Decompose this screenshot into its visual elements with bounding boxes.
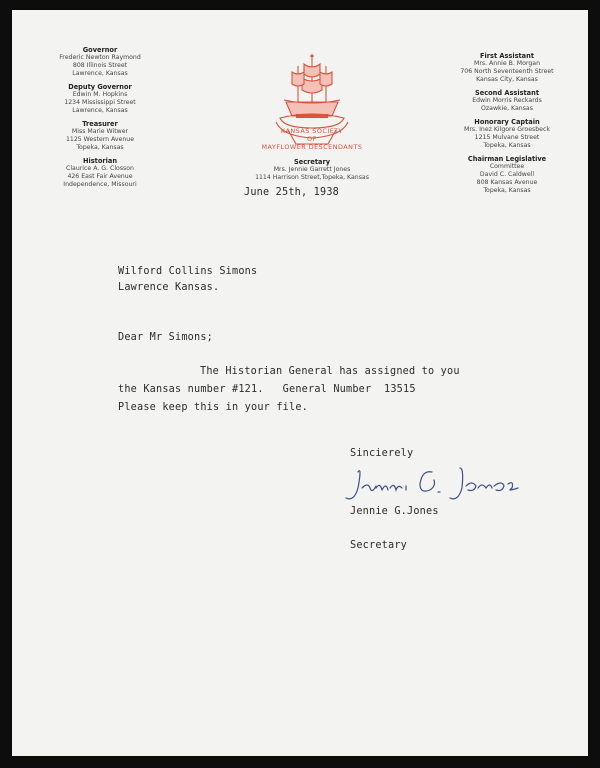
officer-detail-line: Lawrence, Kansas: [72, 107, 128, 114]
officer-detail-line: Miss Marie Witwer: [71, 128, 129, 135]
officer-detail-line: Edwin M. Hopkins: [72, 91, 128, 98]
officer-detail-line: 426 East Fair Avenue: [67, 173, 133, 180]
typed-name: Jennie G.Jones: [350, 506, 439, 517]
body-line-2: the Kansas number #121. General Number 13515: [118, 384, 416, 395]
officer-detail-line: Kansas City, Kansas: [476, 76, 538, 83]
handwritten-signature: [342, 458, 532, 508]
officer-detail-line: 1234 Mississippi Street: [64, 99, 136, 106]
secretary-name: Mrs. Jennie Garrett Jones: [273, 166, 351, 173]
officer-detail-line: Committee: [489, 163, 525, 170]
letterhead-officers-right: [442, 52, 572, 195]
officer-detail-line: Topeka, Kansas: [483, 187, 531, 194]
body-line-3: Please keep this in your file.: [118, 402, 309, 413]
officer-detail-line: 1125 Western Avenue: [65, 136, 135, 143]
officer-detail-line: Frederic Newton Raymond: [59, 54, 141, 61]
body-line-1: The Historian General has assigned to you: [200, 366, 460, 377]
recipient-name: Wilford Collins Simons: [118, 266, 258, 277]
officer-detail-line: Topeka, Kansas: [76, 144, 124, 151]
secretary-role: Secretary: [293, 158, 330, 166]
society-line-3: MAYFLOWER DESCENDANTS: [261, 143, 363, 151]
officer-detail-line: Mrs. Inez Kilgore Groesbeck: [464, 126, 550, 133]
letter-date: June 25th, 1938: [244, 187, 340, 198]
officer-detail-line: Independence, Missouri: [63, 181, 137, 188]
officer-detail-line: Lawrence, Kansas: [72, 70, 128, 77]
officer-detail-line: 706 North Seventeenth Street: [460, 68, 554, 75]
society-line-1: KANSAS SOCIETY: [280, 127, 344, 135]
officer-detail-line: 808 Kansas Avenue: [476, 179, 538, 186]
officer-detail-line: 808 Illinois Street: [72, 62, 128, 69]
officer-role: Honorary Captain: [474, 118, 540, 126]
officer-role: Treasurer: [82, 120, 118, 128]
society-name: [238, 127, 386, 151]
officer-detail-line: Topeka, Kansas: [483, 142, 531, 149]
signer-title: Secretary: [350, 540, 408, 551]
letterhead-secretary: [238, 158, 386, 182]
officer-role: Chairman Legislative: [467, 155, 547, 163]
officer-role: Second Assistant: [475, 89, 539, 97]
secretary-address: 1114 Harrison Street,Topeka, Kansas: [255, 174, 369, 181]
recipient-city: Lawrence Kansas.: [118, 282, 220, 293]
letter-page: [12, 10, 588, 756]
officer-detail-line: 1215 Mulvane Street: [474, 134, 540, 141]
officer-role: Governor: [82, 46, 118, 54]
officer-detail-line: Mrs. Annie B. Morgan: [474, 60, 540, 67]
officer-role: First Assistant: [480, 52, 534, 60]
salutation: Dear Mr Simons;: [118, 332, 214, 343]
officer-detail-line: Ozawkie, Kansas: [481, 105, 533, 112]
letterhead-officers-left: [40, 46, 160, 189]
officer-detail-line: Claurice A. G. Closson: [66, 165, 134, 172]
officer-role: Deputy Governor: [68, 83, 132, 91]
officer-detail-line: David C. Caldwell: [479, 171, 535, 178]
society-line-2: OF: [307, 135, 317, 143]
officer-detail-line: Edwin Morris Reckards: [472, 97, 542, 104]
closing: Sincierely: [350, 448, 414, 459]
officer-role: Historian: [82, 157, 118, 165]
